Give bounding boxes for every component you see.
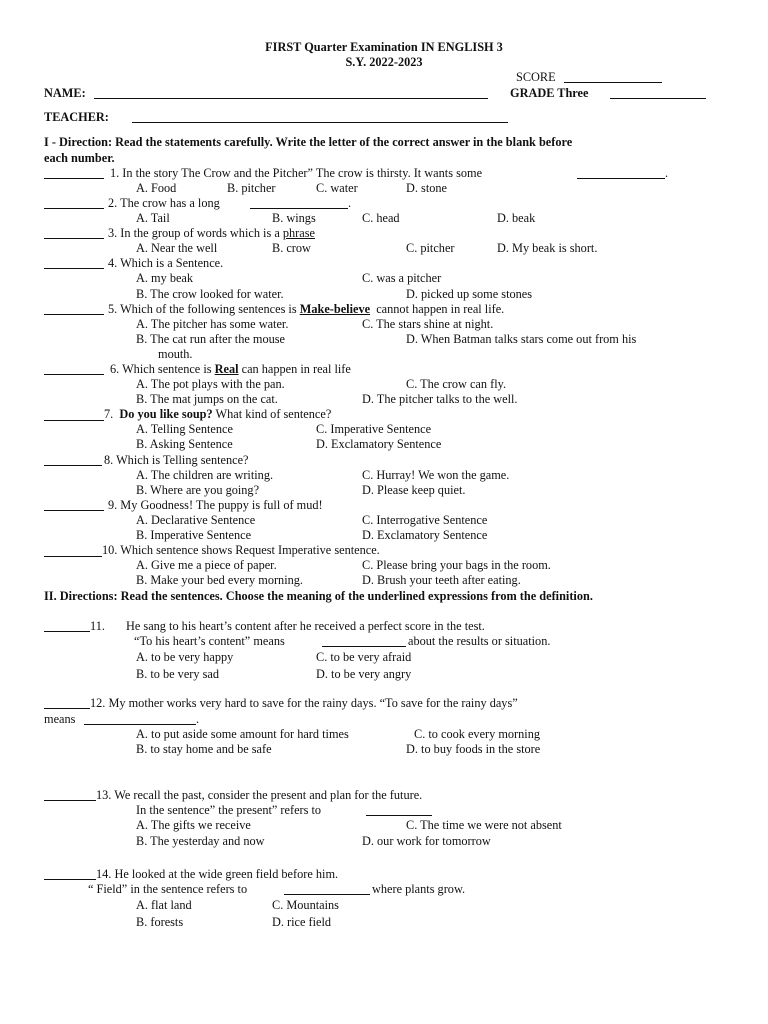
q4-option-b: B. The crow looked for water.	[136, 287, 284, 301]
q5-option-d: D. When Batman talks stars come out from his	[406, 332, 637, 346]
q7-option-b: B. Asking Sentence	[136, 437, 233, 451]
question-14-prompt-end: where plants grow.	[372, 882, 466, 896]
q11-option-a: A. to be very happy	[136, 650, 234, 664]
q12-option-c: C. to cook every morning	[414, 727, 541, 741]
q9-option-c: C. Interrogative Sentence	[362, 513, 488, 527]
question-11: He sang to his heart’s content after he received a perfect score in the test.	[126, 619, 485, 633]
question-10: 10. Which sentence shows Request Imperative sentence.	[102, 543, 380, 557]
q11-option-c: C. to be very afraid	[316, 650, 412, 664]
q9-option-d: D. Exclamatory Sentence	[362, 528, 488, 542]
underlined-word: Make-believe	[299, 302, 371, 316]
q3-option-d: D. My beak is short.	[497, 241, 598, 255]
part1-direction: I - Direction: Read the statements carefully. Write the letter of the correct answer in the blank before	[44, 135, 573, 149]
fill-blank-13[interactable]	[366, 815, 432, 816]
part1-direction-cont: each number.	[44, 151, 115, 165]
exam-title: FIRST Quarter Examination IN ENGLISH 3	[265, 40, 503, 54]
teacher-label: TEACHER:	[44, 110, 109, 124]
underlined-word: Real	[214, 362, 239, 376]
q14-option-a: A. flat land	[136, 898, 192, 912]
q2-option-d: D. beak	[497, 211, 536, 225]
score-blank[interactable]	[564, 82, 662, 83]
question-6: 6. Which sentence is Real can happen in real life	[110, 362, 351, 376]
question-14: 14. He looked at the wide green field before him.	[96, 867, 339, 881]
name-label: NAME:	[44, 86, 86, 100]
q6-option-a: A. The pot plays with the pan.	[136, 377, 285, 391]
answer-blank-4[interactable]	[44, 268, 104, 269]
q14-option-b: B. forests	[136, 915, 184, 929]
q1-option-a: A. Food	[136, 181, 177, 195]
question-4: 4. Which is a Sentence.	[108, 256, 224, 270]
answer-blank-11[interactable]	[44, 631, 90, 632]
q4-option-a: A. my beak	[136, 271, 194, 285]
question-9: 9. My Goodness! The puppy is full of mud!	[108, 498, 323, 512]
question-11-prompt-end: about the results or situation.	[408, 634, 551, 648]
question-8: 8. Which is Telling sentence?	[104, 453, 249, 467]
question-1-end: .	[665, 166, 669, 180]
q12-option-d: D. to buy foods in the store	[406, 742, 541, 756]
question-12: 12. My mother works very hard to save for the rainy days. “To save for the rainy days”	[90, 696, 518, 710]
question-7: 7. Do you like soup? What kind of sentence?	[104, 407, 332, 421]
question-2-end: .	[348, 196, 352, 210]
question-11-prompt: “To his heart’s content” means	[134, 634, 285, 648]
q8-option-c: C. Hurray! We won the game.	[362, 468, 510, 482]
answer-blank-7[interactable]	[44, 420, 104, 421]
q8-option-d: D. Please keep quiet.	[362, 483, 466, 497]
question-13-prompt: In the sentence” the present” refers to	[136, 803, 322, 817]
q5-option-a: A. The pitcher has some water.	[136, 317, 289, 331]
q3-option-b: B. crow	[272, 241, 311, 255]
q9-option-b: B. Imperative Sentence	[136, 528, 252, 542]
q4-option-c: C. was a pitcher	[362, 271, 442, 285]
q7-option-a: A. Telling Sentence	[136, 422, 233, 436]
question-14-prompt: “ Field” in the sentence refers to	[88, 882, 248, 896]
question-2: 2. The crow has a long	[108, 196, 220, 210]
q10-option-a: A. Give me a piece of paper.	[136, 558, 277, 572]
q2-option-b: B. wings	[272, 211, 316, 225]
name-blank[interactable]	[94, 98, 488, 99]
q2-option-c: C. head	[362, 211, 400, 225]
answer-blank-5[interactable]	[44, 314, 104, 315]
answer-blank-1[interactable]	[44, 178, 104, 179]
grade-label: GRADE Three	[510, 86, 589, 100]
q1-option-d: D. stone	[406, 181, 447, 195]
answer-blank-6[interactable]	[44, 374, 104, 375]
q1-option-c: C. water	[316, 181, 358, 195]
answer-blank-2[interactable]	[44, 208, 104, 209]
school-year: S.Y. 2022-2023	[345, 55, 423, 69]
q8-option-a: A. The children are writing.	[136, 468, 274, 482]
q10-option-b: B. Make your bed every morning.	[136, 573, 303, 587]
q13-option-a: A. The gifts we receive	[136, 818, 251, 832]
q11-option-b: B. to be very sad	[136, 667, 219, 681]
q3-option-c: C. pitcher	[406, 241, 455, 255]
question-5: 5. Which of the following sentences is Make-believe cannot happen in real life.	[108, 302, 505, 316]
q7-option-c: C. Imperative Sentence	[316, 422, 432, 436]
q5-option-c: C. The stars shine at night.	[362, 317, 494, 331]
underlined-word: phrase	[282, 226, 315, 240]
q9-option-a: A. Declarative Sentence	[136, 513, 256, 527]
fill-blank-14[interactable]	[284, 894, 370, 895]
q10-option-d: D. Brush your teeth after eating.	[362, 573, 521, 587]
answer-blank-8[interactable]	[44, 465, 102, 466]
q6-option-b: B. The mat jumps on the cat.	[136, 392, 278, 406]
q13-option-b: B. The yesterday and now	[136, 834, 265, 848]
fill-blank-2[interactable]	[250, 208, 348, 209]
fill-blank-1[interactable]	[577, 178, 665, 179]
answer-blank-14[interactable]	[44, 879, 96, 880]
question-3: 3. In the group of words which is a phrase	[108, 226, 315, 240]
q13-option-d: D. our work for tomorrow	[362, 834, 491, 848]
fill-blank-12[interactable]	[84, 724, 196, 725]
q5-option-b: B. The cat run after the mouse	[136, 332, 285, 346]
question-13: 13. We recall the past, consider the present and plan for the future.	[96, 788, 423, 802]
teacher-blank[interactable]	[132, 122, 508, 123]
score-label: SCORE	[516, 70, 556, 84]
q8-option-b: B. Where are you going?	[136, 483, 260, 497]
part2-direction: II. Directions: Read the sentences. Choose the meaning of the underlined expressions from the definition.	[44, 589, 593, 603]
q6-option-d: D. The pitcher talks to the well.	[362, 392, 518, 406]
answer-blank-9[interactable]	[44, 510, 104, 511]
q12-option-b: B. to stay home and be safe	[136, 742, 272, 756]
q12-option-a: A. to put aside some amount for hard times	[136, 727, 349, 741]
answer-blank-10[interactable]	[44, 556, 102, 557]
question-11-number: 11.	[90, 619, 105, 633]
q14-option-d: D. rice field	[272, 915, 332, 929]
q5-option-d-cont: mouth.	[158, 347, 193, 361]
q10-option-c: C. Please bring your bags in the room.	[362, 558, 551, 572]
q6-option-c: C. The crow can fly.	[406, 377, 507, 391]
question-12-means: means	[44, 712, 76, 726]
q7-option-d: D. Exclamatory Sentence	[316, 437, 442, 451]
answer-blank-3[interactable]	[44, 238, 104, 239]
answer-blank-13[interactable]	[44, 800, 96, 801]
q11-option-d: D. to be very angry	[316, 667, 412, 681]
q2-option-a: A. Tail	[136, 211, 170, 225]
question-1: 1. In the story The Crow and the Pitcher” The crow is thirsty. It wants some	[110, 166, 483, 180]
q14-option-c: C. Mountains	[272, 898, 339, 912]
answer-blank-12[interactable]	[44, 708, 90, 709]
q3-option-a: A. Near the well	[136, 241, 218, 255]
grade-blank[interactable]	[610, 98, 706, 99]
q1-option-b: B. pitcher	[227, 181, 276, 195]
question-12-end: .	[196, 712, 200, 726]
fill-blank-11[interactable]	[322, 646, 406, 647]
q13-option-c: C. The time we were not absent	[406, 818, 562, 832]
q4-option-d: D. picked up some stones	[406, 287, 533, 301]
